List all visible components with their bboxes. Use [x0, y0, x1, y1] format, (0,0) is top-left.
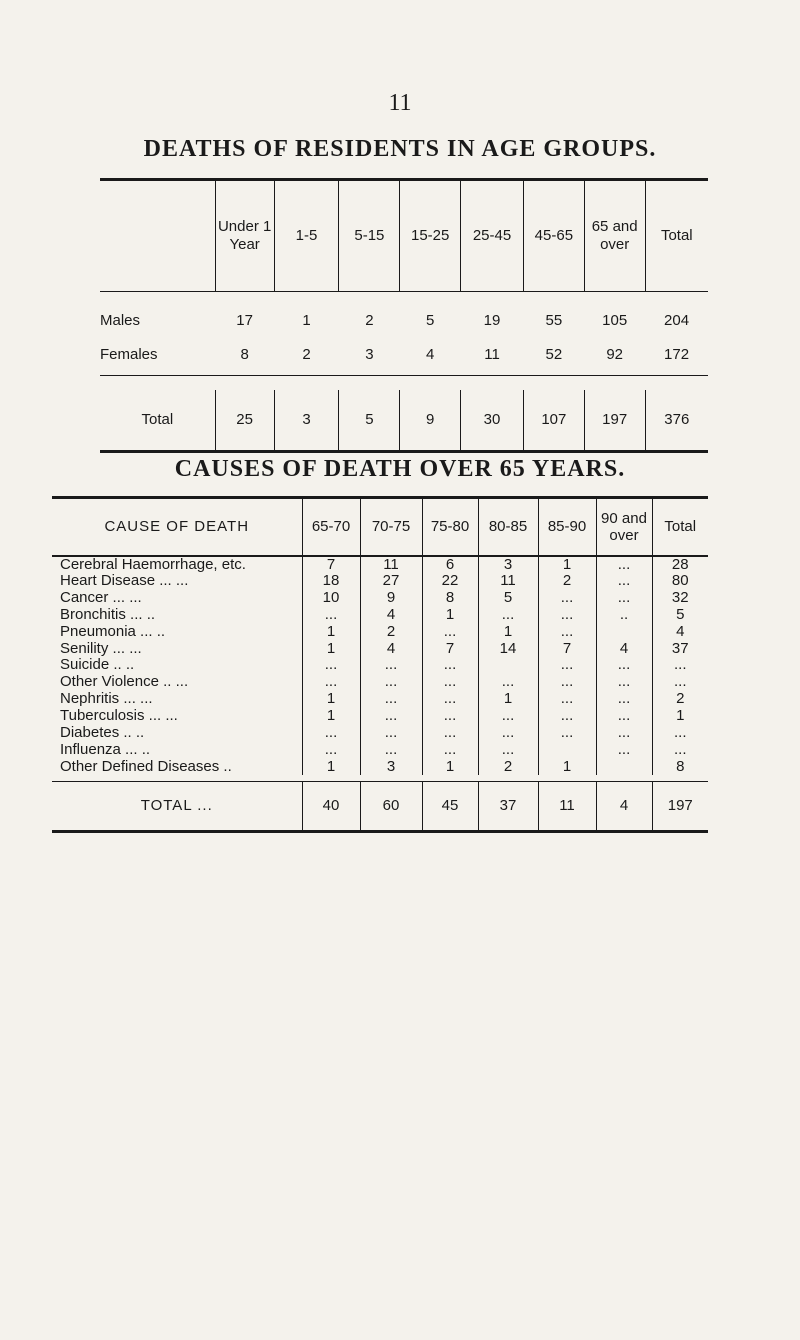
cell: 8: [422, 589, 478, 606]
cause-label: Heart Disease ... ...: [60, 572, 189, 589]
table-row: [100, 292, 708, 334]
total-cell: 107: [523, 390, 584, 452]
cell: ...: [360, 691, 422, 708]
cell: 2: [652, 691, 708, 708]
table-row: [52, 725, 708, 742]
cell: 19: [483, 312, 501, 330]
cause-label: Suicide .. ..: [60, 656, 135, 674]
table-row: [52, 691, 708, 708]
cell: 11: [360, 556, 422, 573]
causes-table: [52, 496, 708, 833]
cause-label: Tuberculosis ... ...: [60, 707, 178, 725]
cell: ...: [360, 657, 422, 674]
cell: 7: [538, 640, 596, 657]
table-row: [100, 334, 708, 376]
cell: ...: [538, 691, 596, 708]
cell: [596, 623, 652, 640]
total-row: [100, 390, 708, 452]
total-cell: 5: [339, 390, 400, 452]
cell: 9: [360, 589, 422, 606]
header-cell: 25-45: [461, 180, 524, 292]
cell: 1: [302, 758, 360, 775]
table-row: [52, 674, 708, 691]
total-cell: 30: [461, 390, 524, 452]
cell: ...: [596, 657, 652, 674]
total-label: TOTAL ...: [52, 781, 302, 831]
cell: 3: [360, 758, 422, 775]
cell: 3: [478, 556, 538, 573]
cause-label: Other Violence .. ...: [60, 673, 189, 691]
cell: ...: [422, 725, 478, 742]
cell: 27: [360, 573, 422, 590]
cell: 37: [652, 640, 708, 657]
header-cell: Under 1 Year: [215, 180, 274, 292]
row-separator: [100, 376, 708, 390]
header-cell: 45-65: [523, 180, 584, 292]
cell: ...: [538, 708, 596, 725]
cell: 6: [422, 556, 478, 573]
cell: ...: [538, 606, 596, 623]
header-cell: 5-15: [339, 180, 400, 292]
total-cell: 4: [596, 781, 652, 831]
cell: ...: [596, 725, 652, 742]
cell: ...: [596, 708, 652, 725]
total-cell: 197: [652, 781, 708, 831]
cell: 22: [422, 573, 478, 590]
cell: ...: [652, 674, 708, 691]
cell: 1: [538, 758, 596, 775]
cell: 1: [422, 606, 478, 623]
cell: 1: [302, 312, 311, 330]
cell: 92: [606, 345, 623, 363]
total-cell: 37: [478, 781, 538, 831]
cell: ...: [538, 725, 596, 742]
table-row: [52, 623, 708, 640]
cell: 1: [478, 691, 538, 708]
cell: ...: [652, 725, 708, 742]
cell: [538, 741, 596, 758]
cause-label: Influenza ... ..: [60, 741, 151, 758]
header-cell: 90 and over: [596, 498, 652, 556]
row-label: Males: [100, 312, 141, 330]
cell: ...: [538, 657, 596, 674]
cell: ...: [478, 674, 538, 691]
cell: ...: [422, 623, 478, 640]
age-groups-table: [100, 178, 708, 453]
cause-label: Diabetes .. ..: [60, 724, 145, 741]
header-cell: Total: [645, 180, 708, 292]
cell: 4: [360, 640, 422, 657]
cell: ...: [422, 741, 478, 758]
causes-title: CAUSES OF DEATH OVER 65 YEARS.: [174, 456, 626, 482]
cell: 14: [478, 640, 538, 657]
cell: 105: [602, 312, 628, 330]
table-row: [52, 606, 708, 623]
header-cell: 1-5: [274, 180, 339, 292]
total-cell: 60: [360, 781, 422, 831]
cell: 172: [664, 345, 690, 363]
cell: ...: [360, 674, 422, 691]
cell: 32: [652, 589, 708, 606]
header-cell: 80-85: [478, 498, 538, 556]
table-row: [52, 573, 708, 590]
cell: 1: [652, 708, 708, 725]
cell: 1: [302, 640, 360, 657]
table-row: [52, 589, 708, 606]
cell: 4: [652, 623, 708, 640]
cell: ...: [538, 589, 596, 606]
total-cell: 45: [422, 781, 478, 831]
table-row: [52, 657, 708, 674]
cause-label: Nephritis ... ...: [60, 690, 153, 708]
cell: ...: [422, 674, 478, 691]
cell: 7: [422, 640, 478, 657]
cell: ...: [302, 606, 360, 623]
cell: ...: [478, 708, 538, 725]
total-cell: 9: [400, 390, 461, 452]
total-cell: 197: [584, 390, 645, 452]
header-cell: 65 and over: [584, 180, 645, 292]
cell: 1: [302, 623, 360, 640]
table-row: [52, 640, 708, 657]
cause-label: Pneumonia ... ..: [60, 623, 166, 640]
cell: ...: [422, 708, 478, 725]
cell: 5: [478, 589, 538, 606]
causes-header-row: [52, 498, 708, 556]
cell: ...: [596, 573, 652, 590]
cell: 7: [302, 556, 360, 573]
cell: 4: [596, 640, 652, 657]
header-cell: 65-70: [302, 498, 360, 556]
cell: ...: [360, 708, 422, 725]
total-cell: 3: [274, 390, 339, 452]
cell: ...: [596, 741, 652, 758]
cell: ...: [422, 657, 478, 674]
page-number: 11: [388, 90, 412, 116]
header-cell: 85-90: [538, 498, 596, 556]
cell: ...: [478, 606, 538, 623]
cell: ...: [360, 741, 422, 758]
total-cell: 11: [538, 781, 596, 831]
cell: ...: [652, 741, 708, 758]
header-cell: 75-80: [422, 498, 478, 556]
cell: 1: [478, 623, 538, 640]
cell: 11: [478, 573, 538, 590]
header-cell: 70-75: [360, 498, 422, 556]
cause-label: Cancer ... ...: [60, 589, 142, 606]
cell: 8: [240, 345, 249, 363]
cell: ...: [596, 589, 652, 606]
cell: 80: [652, 573, 708, 590]
cell: ...: [596, 674, 652, 691]
cell: 1: [302, 691, 360, 708]
cause-label: Senility ... ...: [60, 640, 142, 657]
cell: [596, 758, 652, 775]
total-label: Total: [100, 390, 215, 452]
cell: 11: [484, 345, 500, 363]
table-row: [52, 741, 708, 758]
cell: ...: [478, 725, 538, 742]
cell: 4: [360, 606, 422, 623]
cell: 5: [426, 312, 435, 330]
cell: 1: [538, 556, 596, 573]
cell: ...: [538, 674, 596, 691]
cell: 10: [302, 589, 360, 606]
cell: 4: [426, 345, 435, 363]
cell: ...: [302, 741, 360, 758]
cell: ...: [302, 725, 360, 742]
cause-label: Other Defined Diseases ..: [60, 758, 232, 775]
cell: 18: [302, 573, 360, 590]
table-row: [52, 556, 708, 573]
cell: ...: [302, 674, 360, 691]
header-cell: 15-25: [400, 180, 461, 292]
cell: ...: [422, 691, 478, 708]
cell: ...: [596, 691, 652, 708]
cell: 204: [664, 312, 690, 330]
cell: 1: [302, 708, 360, 725]
cell: 17: [236, 312, 253, 330]
cell: ...: [478, 741, 538, 758]
header-cell: CAUSE OF DEATH: [52, 498, 302, 556]
cell: ...: [360, 725, 422, 742]
cell: 52: [545, 345, 563, 363]
cell: 2: [360, 623, 422, 640]
age-groups-title: DEATHS OF RESIDENTS IN AGE GROUPS.: [143, 136, 657, 162]
cell: [478, 657, 538, 674]
cell: 2: [478, 758, 538, 775]
cause-label: Cerebral Haemorrhage, etc.: [60, 555, 246, 573]
cell: 5: [652, 606, 708, 623]
cell: 8: [652, 758, 708, 775]
table-row: [52, 708, 708, 725]
cell: 55: [545, 312, 563, 330]
cell: ..: [596, 606, 652, 623]
cell: 3: [365, 345, 374, 363]
cell: ...: [652, 657, 708, 674]
total-cell: 25: [215, 390, 274, 452]
age-groups-header-row: [100, 180, 708, 292]
cell: ...: [538, 623, 596, 640]
cause-label: Bronchitis ... ..: [60, 606, 156, 623]
total-row: [52, 781, 708, 831]
header-blank: [100, 180, 215, 292]
row-label: Females: [100, 345, 158, 363]
table-row: [52, 758, 708, 775]
cell: 2: [302, 345, 311, 363]
total-cell: 376: [645, 390, 708, 452]
header-cell: Total: [652, 498, 708, 556]
cell: ...: [302, 657, 360, 674]
total-cell: 40: [302, 781, 360, 831]
cell: 1: [422, 758, 478, 775]
cell: 28: [652, 556, 708, 573]
cell: 2: [365, 312, 374, 330]
cell: ...: [596, 556, 652, 573]
cell: 2: [538, 573, 596, 590]
